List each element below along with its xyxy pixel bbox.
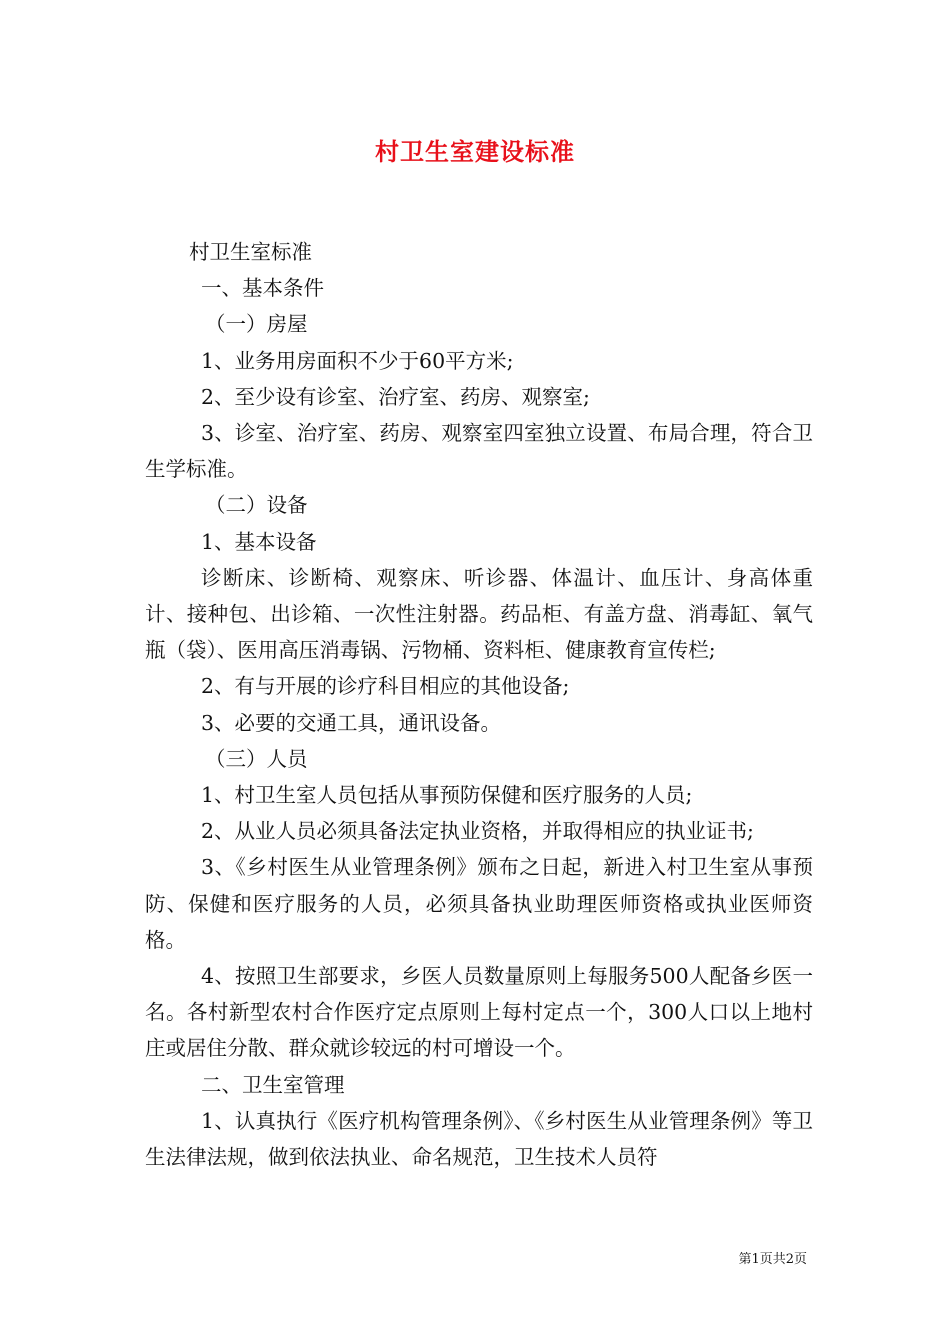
- document-body: [145, 234, 813, 1175]
- document-title: 村卫生室建设标准: [375, 137, 575, 166]
- paragraph: 3、诊室、治疗室、药房、观察室四室独立设置、布局合理，符合卫生学标准。: [145, 421, 813, 482]
- paragraph: 3、必要的交通工具，通讯设备。: [201, 710, 502, 735]
- paragraph: 1、业务用房面积不少于60平方米;: [201, 348, 514, 373]
- paragraph: 1、认真执行《医疗机构管理条例》、《乡村医生从业管理条例》等卫生法律法规，做到依法执业、命名规范，卫生技术人员符: [145, 1108, 813, 1170]
- paragraph: （三）人员: [205, 746, 308, 771]
- paragraph: 3、《乡村医生从业管理条例》颁布之日起，新进入村卫生室从事预防、保健和医疗服务的人员，必须具备执业助理医师资格或执业医师资格。: [145, 855, 813, 952]
- paragraph: 一、基本条件: [201, 276, 324, 301]
- paragraph: 4、按照卫生部要求，乡医人员数量原则上每服务500人配备乡医一名。各村新型农村合作医疗定点原则上每村定点一个，300人口以上地村庄或居住分散、群众就诊较远的村可增设一个。: [145, 964, 813, 1061]
- paragraph: 村卫生室标准: [189, 240, 312, 264]
- paragraph: 2、从业人员必须具备法定执业资格，并取得相应的执业证书;: [201, 819, 754, 844]
- paragraph: 2、至少设有诊室、治疗室、药房、观察室;: [201, 384, 590, 409]
- paragraph: 2、有与开展的诊疗科目相应的其他设备;: [201, 674, 570, 699]
- page-number: 第1页共2页: [738, 1252, 807, 1267]
- paragraph: 二、卫生室管理: [201, 1072, 345, 1097]
- paragraph: 1、基本设备: [201, 529, 317, 554]
- paragraph: （二）设备: [205, 493, 308, 518]
- paragraph: （一）房屋: [205, 312, 308, 337]
- paragraph: 1、村卫生室人员包括从事预防保健和医疗服务的人员;: [201, 783, 693, 808]
- paragraph: 诊断床、诊断椅、观察床、听诊器、体温计、血压计、身高体重计、接种包、出诊箱、一次性注射器。药品柜、有盖方盘、消毒缸、氧气瓶（袋）、医用高压消毒锅、污物桶、资料柜、健康教育宣传栏;: [145, 565, 813, 663]
